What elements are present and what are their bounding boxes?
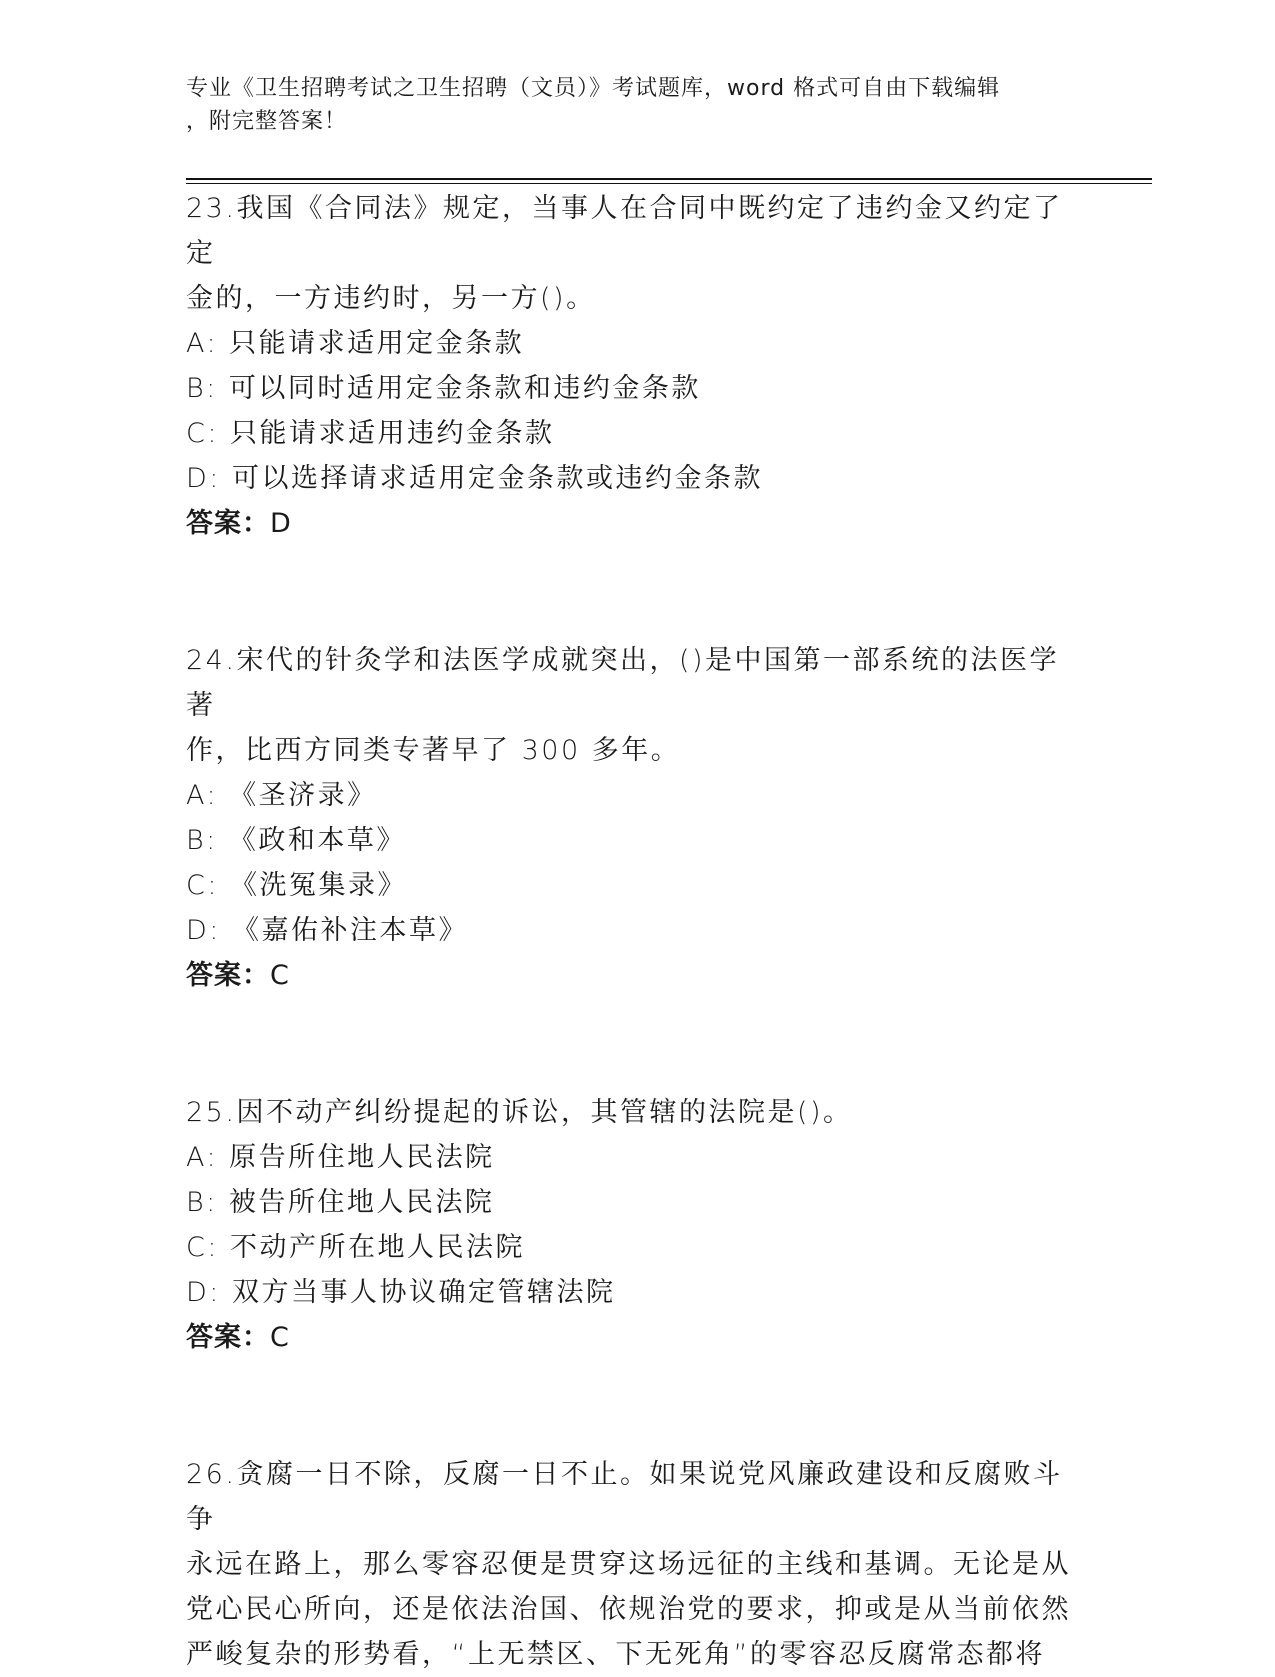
option-a: A: 只能请求适用定金条款: [186, 328, 525, 359]
option-b: B: 可以同时适用定金条款和违约金条款: [186, 373, 701, 404]
question-stem-line: 23.我国《合同法》规定，当事人在合同中既约定了违约金又约定了定: [186, 193, 1063, 269]
question-spacer: [186, 1360, 1086, 1452]
question-stem-line: 作，比西方同类专著早了 300 多年。: [186, 735, 681, 766]
option-b: B: 被告所住地人民法院: [186, 1187, 495, 1218]
question-24: [186, 638, 1086, 998]
question-23: [186, 186, 1086, 546]
header-divider-thin: [186, 183, 1152, 184]
option-d: D: 可以选择请求适用定金条款或违约金条款: [186, 463, 763, 494]
question-stem-line: 25.因不动产纠纷提起的诉讼，其管辖的法院是()。: [186, 1097, 853, 1128]
question-list: [186, 186, 1086, 1677]
answer-value: C: [270, 1322, 290, 1353]
question-stem-line: 严峻复杂的形势看，“上无禁区、下无死角”的零容忍反腐常态都将: [186, 1639, 1045, 1670]
option-c: C: 不动产所在地人民法院: [186, 1232, 526, 1263]
answer-label: 答案：: [186, 1322, 270, 1353]
header-line-2: ，附完整答案！: [186, 109, 348, 134]
answer-line: [186, 1315, 1086, 1360]
question-stem-line: 24.宋代的针灸学和法医学成就突出，()是中国第一部系统的法医学著: [186, 645, 1060, 721]
answer-value: C: [270, 960, 290, 991]
question-stem-line: 26.贪腐一日不除，反腐一日不止。如果说党风廉政建设和反腐败斗争: [186, 1459, 1063, 1535]
question-stem-line: 党心民心所向，还是依法治国、依规治党的要求，抑或是从当前依然: [186, 1594, 1071, 1625]
header-line-1: 专业《卫生招聘考试之卫生招聘（文员）》考试题库，word 格式可自由下载编辑: [186, 76, 1001, 101]
answer-line: [186, 953, 1086, 998]
header-divider-thick: [186, 178, 1152, 180]
option-c: C: 《洗冤集录》: [186, 870, 408, 901]
question-stem-line: 金的，一方违约时，另一方()。: [186, 283, 596, 314]
question-spacer: [186, 546, 1086, 638]
answer-line: [186, 501, 1086, 546]
answer-label: 答案：: [186, 960, 270, 991]
option-d: D: 《嘉佑补注本草》: [186, 915, 468, 946]
answer-label: 答案：: [186, 508, 270, 539]
option-a: A: 原告所住地人民法院: [186, 1142, 495, 1173]
question-26: [186, 1452, 1086, 1677]
option-c: C: 只能请求适用违约金条款: [186, 418, 555, 449]
option-d: D: 双方当事人协议确定管辖法院: [186, 1277, 616, 1308]
answer-value: D: [270, 508, 292, 539]
option-b: B: 《政和本草》: [186, 825, 406, 856]
document-header: [186, 72, 1066, 138]
option-a: A: 《圣济录》: [186, 780, 377, 811]
question-25: [186, 1090, 1086, 1360]
question-stem-line: 永远在路上，那么零容忍便是贯穿这场远征的主线和基调。无论是从: [186, 1549, 1071, 1580]
question-spacer: [186, 998, 1086, 1090]
